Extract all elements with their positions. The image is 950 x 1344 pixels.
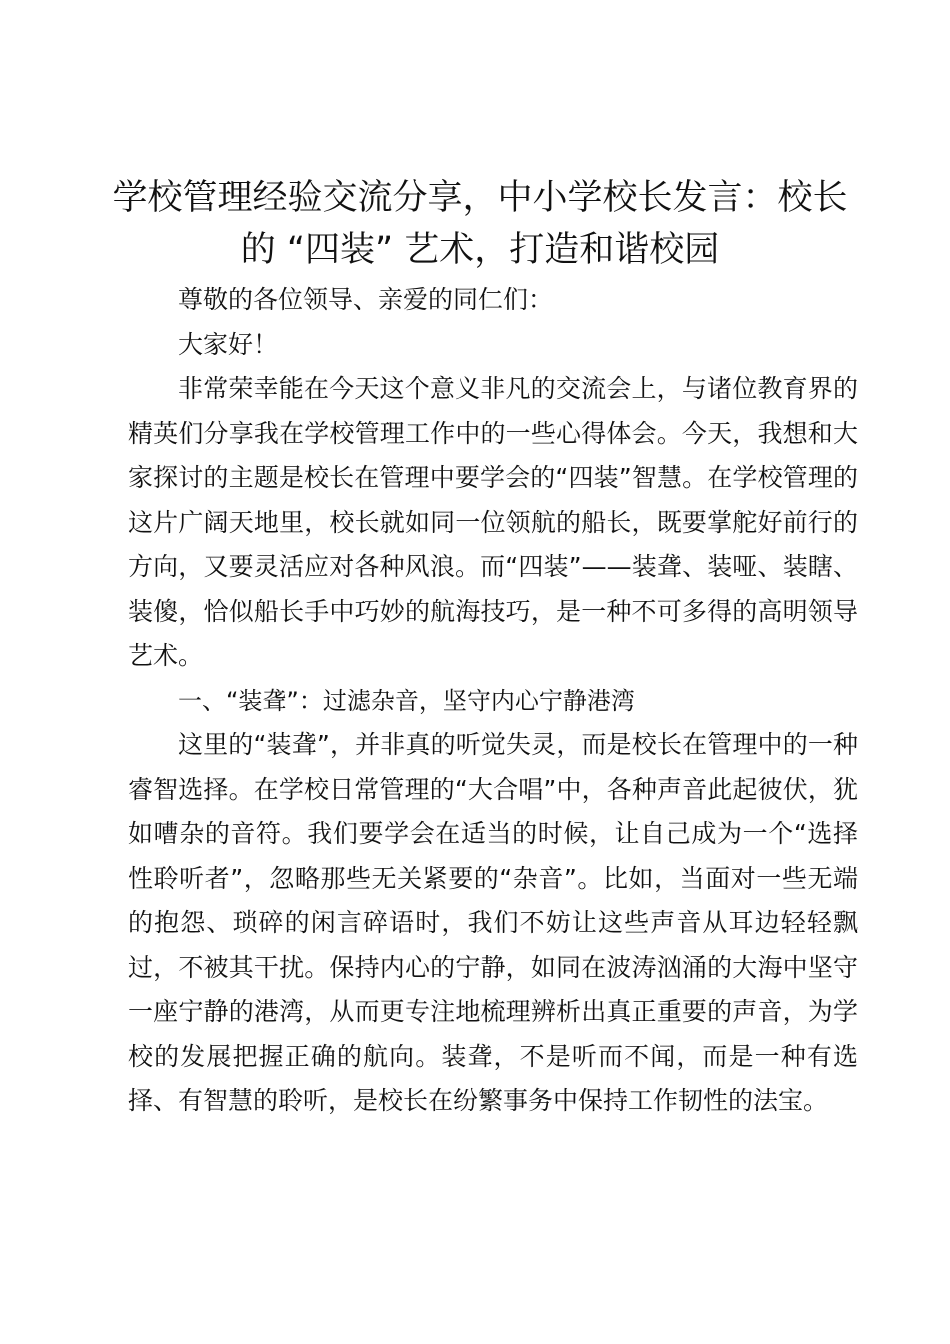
greeting: 大家好！ — [178, 329, 279, 359]
section-paragraph: 这里的“装聋”，并非真的听觉失灵，而是校长在管理中的一种睿智选择。在学校日常管理的“大合唱”中，各种声音此起彼伏，犹如嘈杂的音符。我们要学会在适当的时候，让自己成为一个“选择性聆听者”，忽略那些无关紧要的“杂音”。比如，当面对一些无端的抱怨、琐碎的闲言碎语时，我们不妨让这些声音从耳边轻轻飘过，不被其干扰。保持内心的宁静，如同在波涛汹涌的大海中坚守一座宁静的港湾，从而更专注地梳理辨析出真正重要的声音，为学校的发展把握正确的航向。装聋，不是听而不闻，而是一种有选择、有智慧的聆听，是校长在纷繁事务中保持工作韧性的法宝。 — [128, 730, 858, 1115]
intro-paragraph: 非常荣幸能在今天这个意义非凡的交流会上，与诸位教育界的精英们分享我在学校管理工作中的一些心得体会。今天，我想和大家探讨的主题是校长在管理中要学会的“四装”智慧。在学校管理的这片广阔天地里，校长就如同一位领航的船长，既要掌舵好前行的方向，又要灵活应对各种风浪。而“四装”——装聋、装哑、装瞎、装傻，恰似船长手中巧妙的航海技巧，是一种不可多得的高明领导艺术。 — [128, 374, 858, 670]
section-heading: 一、“装聋”：过滤杂音，坚守内心宁静港湾 — [178, 686, 635, 715]
document-title: 学校管理经验交流分享，中小学校长发言：校长的 “四装” 艺术，打造和谐校园 — [112, 178, 848, 270]
salutation: 尊敬的各位领导、亲爱的同仁们： — [178, 285, 554, 314]
document-body — [128, 278, 858, 1124]
